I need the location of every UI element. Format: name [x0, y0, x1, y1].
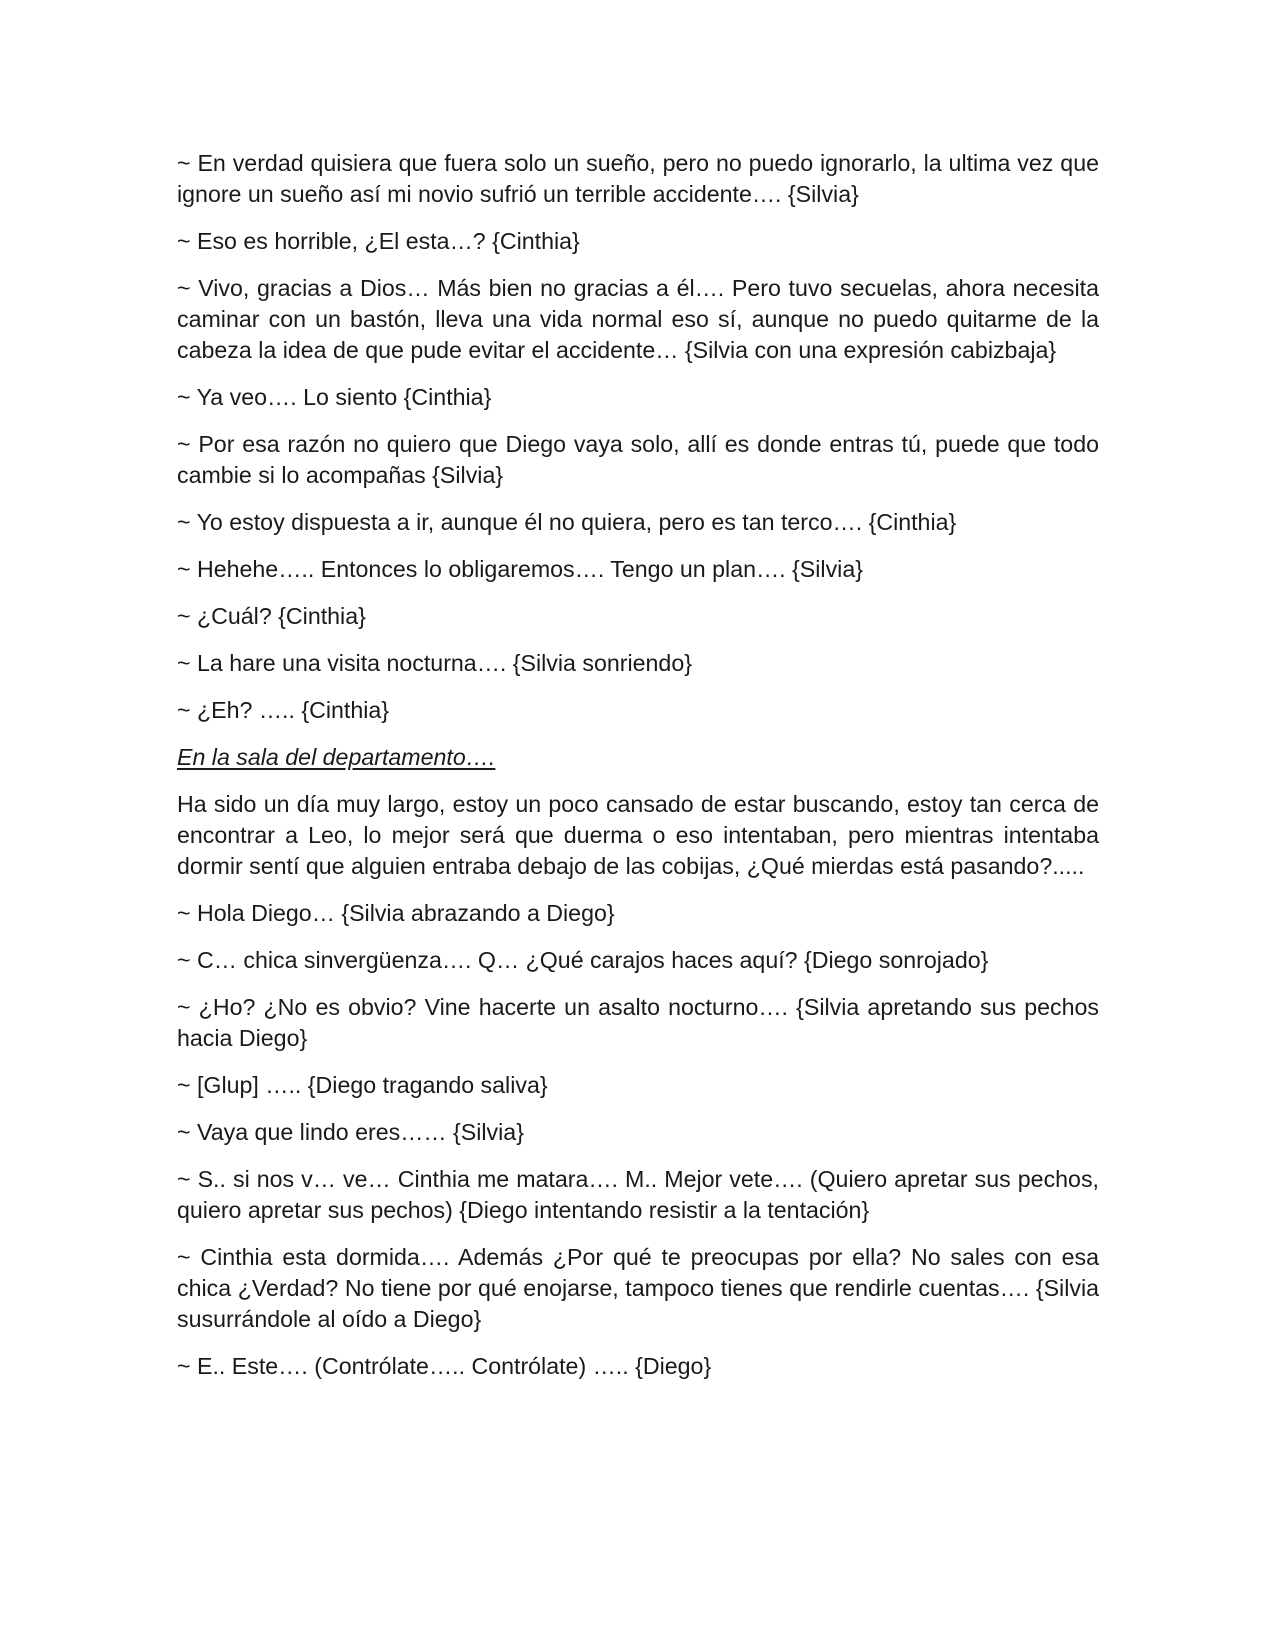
dialogue-paragraph: ~ ¿Cuál? {Cinthia} — [177, 603, 366, 629]
scene-heading: En la sala del departamento…. — [177, 744, 496, 770]
dialogue-paragraph: ~ S.. si nos v… ve… Cinthia me matara…. M.. Mejor vete…. (Quiero apretar sus pechos, quiero apretar sus pechos) {Diego intentando resistir a la tentación} — [177, 1166, 1099, 1223]
dialogue-paragraph: ~ Hehehe….. Entonces lo obligaremos…. Tengo un plan…. {Silvia} — [177, 556, 863, 582]
narration-paragraph: Ha sido un día muy largo, estoy un poco cansado de estar buscando, estoy tan cerca de encontrar a Leo, lo mejor será que duerma o eso intentaban, pero mientras intentaba dormir sentí que alguien entraba debajo de las cobijas, ¿Qué mierdas está pasando?..... — [177, 791, 1099, 879]
dialogue-paragraph: ~ Vivo, gracias a Dios… Más bien no gracias a él…. Pero tuvo secuelas, ahora necesita caminar con un bastón, lleva una vida normal eso sí, aunque no puedo quitarme de la cabeza la idea de que pude evitar el accidente… {Silvia con una expresión cabizbaja} — [177, 275, 1099, 363]
dialogue-paragraph: ~ La hare una visita nocturna…. {Silvia sonriendo} — [177, 650, 692, 676]
dialogue-paragraph: ~ Yo estoy dispuesta a ir, aunque él no quiera, pero es tan terco…. {Cinthia} — [177, 509, 957, 535]
dialogue-paragraph: ~ Cinthia esta dormida…. Además ¿Por qué te preocupas por ella? No sales con esa chica ¿Verdad? No tiene por qué enojarse, tampoco tienes que rendirle cuentas…. {Silvia susurrándole al oído a Diego} — [177, 1244, 1099, 1332]
dialogue-paragraph: ~ En verdad quisiera que fuera solo un sueño, pero no puedo ignorarlo, la ultima vez que ignore un sueño así mi novio sufrió un terrible accidente…. {Silvia} — [177, 150, 1099, 207]
dialogue-paragraph: ~ Eso es horrible, ¿El esta…? {Cinthia} — [177, 228, 580, 254]
dialogue-paragraph: ~ Ya veo…. Lo siento {Cinthia} — [177, 384, 492, 410]
dialogue-paragraph: ~ ¿Ho? ¿No es obvio? Vine hacerte un asalto nocturno…. {Silvia apretando sus pechos hacia Diego} — [177, 994, 1099, 1051]
dialogue-paragraph: ~ Hola Diego… {Silvia abrazando a Diego} — [177, 900, 615, 926]
dialogue-paragraph: ~ Por esa razón no quiero que Diego vaya solo, allí es donde entras tú, puede que todo cambie si lo acompañas {Silvia} — [177, 431, 1099, 488]
document-page — [177, 148, 1099, 1398]
dialogue-paragraph: ~ Vaya que lindo eres…… {Silvia} — [177, 1119, 524, 1145]
dialogue-paragraph: ~ E.. Este…. (Contrólate….. Contrólate) ….. {Diego} — [177, 1353, 712, 1379]
dialogue-paragraph: ~ [Glup] ….. {Diego tragando saliva} — [177, 1072, 548, 1098]
dialogue-paragraph: ~ C… chica sinvergüenza…. Q… ¿Qué carajos haces aquí? {Diego sonrojado} — [177, 947, 989, 973]
dialogue-paragraph: ~ ¿Eh? ….. {Cinthia} — [177, 697, 390, 723]
